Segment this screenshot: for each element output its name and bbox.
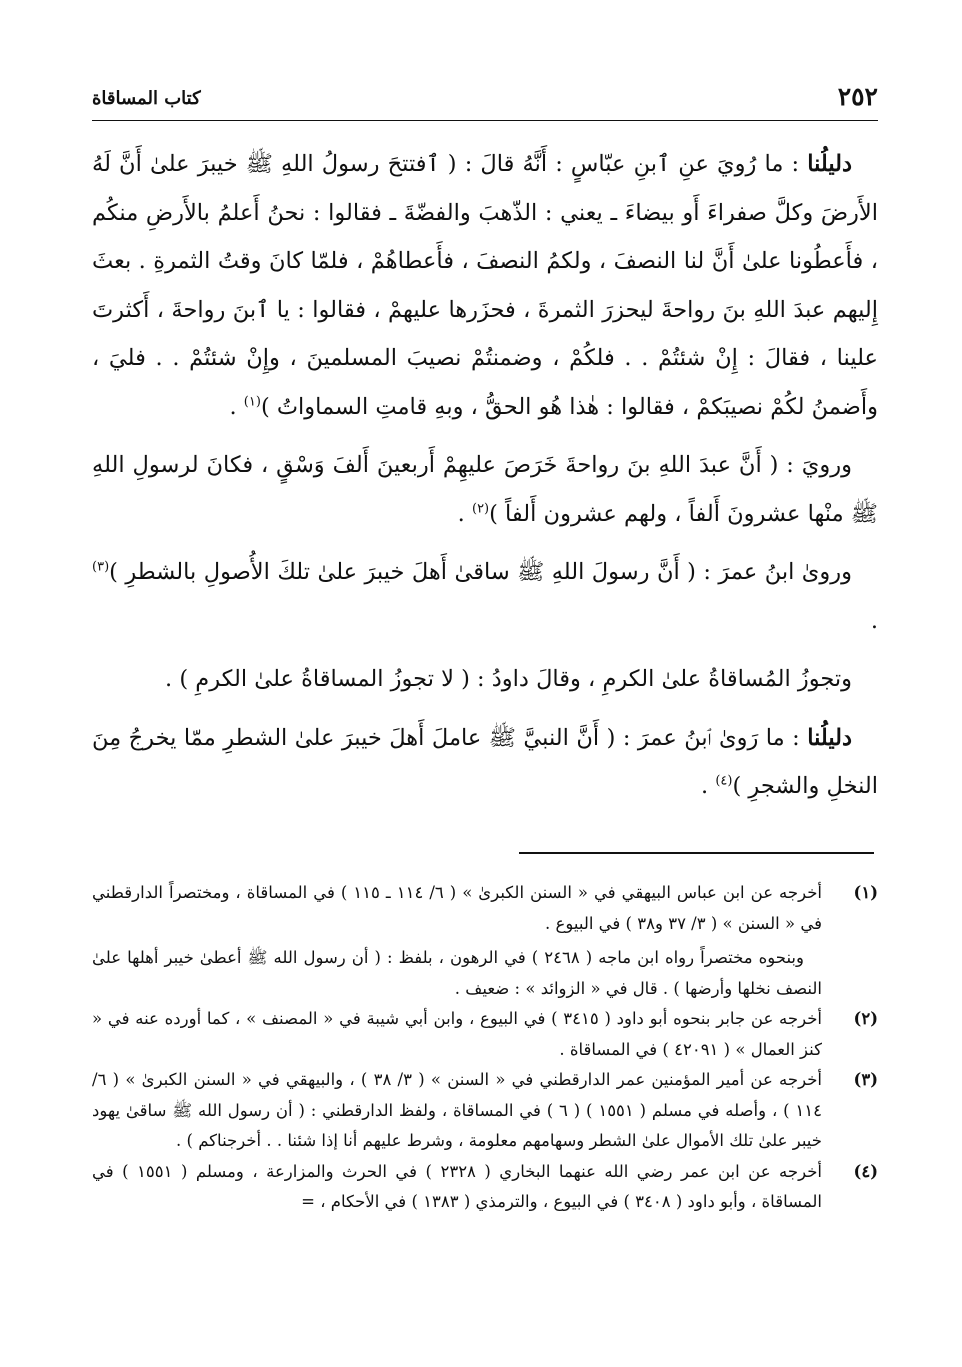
footnote-number: (١) [853, 883, 878, 902]
footnote-text: أخرجه عن جابر بنحوه أبو داود ( ٣٤١٥ ) في البيوع ، وابن أبي شيبة في « المصنف » ، كما أورده عنه في « كنز العمال » ( ٤٢٠٩١ ) في المساقاة . [92, 1009, 822, 1059]
paragraph-1-end: . [229, 393, 244, 420]
footnote-ref-2[interactable]: (٢) [471, 501, 490, 516]
paragraph-3-text: وروىٰ ابنُ عمرَ : ( أَنَّ رسولَ اللهِ ﷺ ساقىٰ أَهلَ خيبرَ علىٰ تلكَ الأُصولِ بالشطرِ ) [109, 559, 852, 585]
footnote-ref-4[interactable]: (٤) [715, 773, 733, 789]
paragraph-2 [92, 441, 878, 538]
footnote-1 [92, 878, 878, 1004]
paragraph-3-end: . [870, 607, 878, 634]
footnote-4 [92, 1157, 878, 1218]
footnotes [92, 878, 878, 1218]
paragraph-5-end: . [701, 773, 716, 799]
footnote-ref-3[interactable]: (٣) [92, 559, 110, 575]
paragraph-1 [92, 140, 878, 431]
paragraph-5-text: : ما رَوىٰ ٱبنُ عمرَ : ( أَنَّ النبيَّ ﷺ عاملَ أَهلَ خيبرَ علىٰ الشطرِ ممّا يخرجُ مِنَ النخلِ والشجرِ ) [92, 724, 878, 799]
paragraph-1-text: : ما رُويَ عنِ ٱبنِ عبّاسٍ : أَنَّهُ قالَ : ( ٱفتتحَ رسولُ اللهِ ﷺ خيبرَ علىٰ أَنَّ لَهُ الأَرضَ وكلَّ صفراءَ أَو بيضاءَ ـ يعني : الذّهبَ والفضّةَ ـ فقالوا : نحنُ أَعلمُ بالأَرضِ منكُم ، فأَعطُونا علىٰ أَنَّ لنا النصفَ ، ولكمُ النصفَ ، فأَعطاهُمْ ، فلمّا كانَ وقتُ الثمرةِ . بعثَ إِليهم عبدَ اللهِ بنَ رواحةَ ليحزرَ الثمرةَ ، فحزَرها عليهمْ ، فقالوا : يا ٱبنَ رواحةَ ، أَكثرتَ علينا ، فقالَ : إِنْ شئتُمْ . . فلكُمْ ، وضمنتُمْ نصيبَ المسلمينَ ، وإِنْ شئتُمْ . . فليَ ، وأَضمنُ لكُمْ نصيبَكمْ ، فقالوا : هٰذا هُو الحقُّ ، وبهِ قامتِ السماواتُ ) [92, 151, 878, 420]
page-number: ٢٥٢ [837, 82, 878, 111]
footnote-number: (٤) [853, 1161, 878, 1181]
footnote-3 [92, 1065, 878, 1157]
footnote-2 [92, 1004, 878, 1065]
main-text [92, 140, 878, 811]
evidence-keyword: دليلُنا [807, 724, 852, 751]
footnote-number: (٣) [853, 1070, 878, 1089]
running-title: كتاب المساقاة [92, 88, 201, 109]
evidence-keyword: دليلُنا [807, 151, 852, 177]
paragraph-4-text: وتجوزُ المُساقاةُ علىٰ الكرمِ ، وقالَ داودُ : ( لا تجوزُ المساقاةُ علىٰ الكرمِ ) . [165, 666, 852, 692]
footnote-text: أخرجه عن ابن عباس البيهقي في « السنن الكبرىٰ » ( ٦/ ١١٤ ـ ١١٥ ) في المساقاة ، ومختصراً الدارقطني في « السنن » ( ٣/ ٣٧ و٣٨ ) في البيوع . [92, 883, 822, 933]
paragraph-3 [92, 548, 878, 645]
paragraph-5 [92, 714, 878, 811]
footnote-separator [519, 852, 874, 854]
footnote-text: أخرجه عن ابن عمر رضي الله عنهما البخاري ( ٢٣٢٨ ) في الحرث والمزارعة ، ومسلم ( ١٥٥١ ) في المساقاة ، وأبو داود ( ٣٤٠٨ ) في البيوع ، والترمذي ( ١٣٨٣ ) في الأحكام ، = [92, 1161, 822, 1211]
footnote-ref-1[interactable]: (١) [243, 394, 261, 409]
page-header [92, 80, 878, 121]
paragraph-2-text: ورويَ : ( أَنَّ عبدَ اللهِ بنَ رواحةَ خَرَصَ عليهِمْ أَربعينَ أَلفَ وَسْقٍ ، فكانَ لرسولِ اللهِ ﷺ منْها عشرونَ أَلفاً ، ولهم عشرون أَلفاً ) [92, 452, 878, 527]
footnote-text: أخرجه عن أمير المؤمنين عمر الدارقطني في « السنن » ( ٣/ ٣٨ ) ، والبيهقي في « السنن الكبرىٰ » ( ٦/ ١١٤ ) ، وأصله في مسلم ( ١٥٥١ ) ( ٦ ) في المساقاة ، ولفظ الدارقطني : ( أن رسول الله ﷺ ساقىٰ يهود خيبر علىٰ تلك الأموال علىٰ الشطر وسهامهم معلومة ، وشرط عليهم أنا إذا شئنا . . أخرجناكم ) . [92, 1070, 822, 1150]
paragraph-4 [92, 655, 878, 704]
footnote-number: (٢) [853, 1009, 878, 1028]
footnote-text-continued: وبنحوه مختصراً رواه ابن ماجه ( ٢٤٦٨ ) في الرهون ، بلفظ : ( أن رسول الله ﷺ أعطىٰ خيبر أهلها علىٰ النصف نخلها وأرضها ) . قال في « الزوائد » : ضعيف . [92, 948, 822, 998]
paragraph-2-end: . [457, 500, 472, 527]
